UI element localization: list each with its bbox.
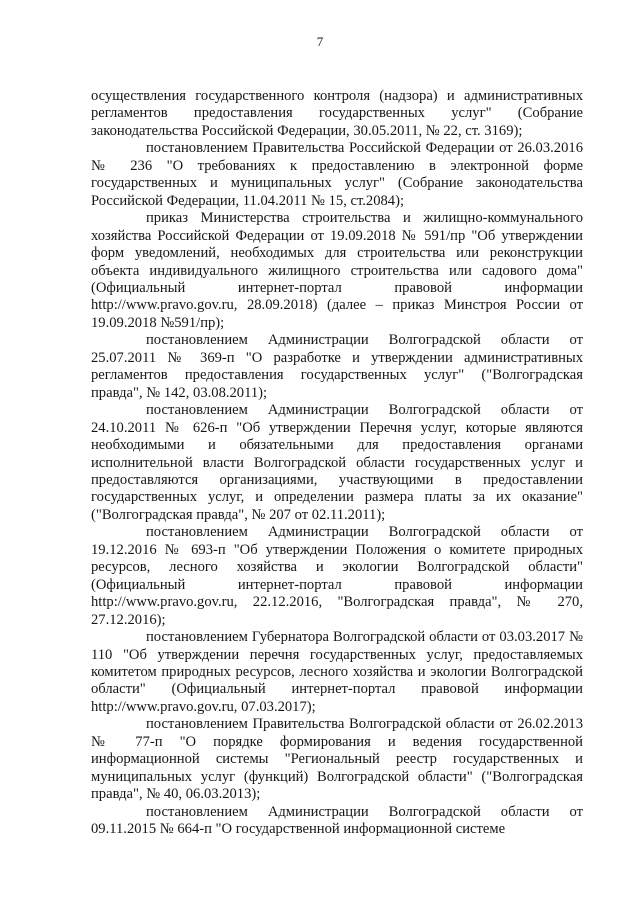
paragraph: постановлением Администрации Волгоградской области от 25.07.2011 № 369-п "О разработке и утверждении административных регламентов предоставления государственных услуг" ("Волгоградская правда", № 142, 03.08.2011); xyxy=(91,332,583,401)
document-body xyxy=(91,88,583,838)
paragraph: постановлением Правительства Волгоградской области от 26.02.2013 № 77-п "О порядке формирования и ведения государственной информационной системы "Региональный реестр государственных и муниципальных услуг (функций) Волгоградской области" ("Волгоградская правда", № 40, 06.03.2013); xyxy=(91,716,583,803)
paragraph: постановлением Правительства Российской Федерации от 26.03.2016 № 236 "О требованиях к предоставлению в электронной форме государственных и муниципальных услуг" (Собрание законодательства Российской Федерации, 11.04.2011 № 15, ст.2084); xyxy=(91,140,583,209)
paragraph: постановлением Администрации Волгоградской области от 19.12.2016 № 693-п "Об утверждении Положения о комитете природных ресурсов, лесного хозяйства и экологии Волгоградской области" (Официальный интернет-портал правовой информации http://www.pravo.gov.ru, 22.12.2016, "Волгоградская правда", № 270, 27.12.2016); xyxy=(91,524,583,628)
paragraph: постановлением Администрации Волгоградской области от 09.11.2015 № 664-п "О государственной информационной системе xyxy=(91,803,583,838)
page-number: 7 xyxy=(316,34,324,49)
paragraph: осуществления государственного контроля (надзора) и административных регламентов предоставления государственных услуг" (Собрание законодательства Российской Федерации, 30.05.2011, № 22, ст. 3169); xyxy=(91,88,583,139)
paragraph: приказ Министерства строительства и жилищно-коммунального хозяйства Российской Федерации от 19.09.2018 № 591/пр "Об утверждении форм уведомлений, необходимых для строительства или реконструкции объекта индивидуального жилищного строительства или садового дома" (Официальный интернет-портал правовой информации http://www.pravo.gov.ru, 28.09.2018) (далее – приказ Минстроя России от 19.09.2018 №591/пр); xyxy=(91,210,583,331)
paragraph: постановлением Губернатора Волгоградской области от 03.03.2017 № 110 "Об утверждении перечня государственных услуг, предоставляемых комитетом природных ресурсов, лесного хозяйства и экологии Волгоградской области" (Официальный интернет-портал правовой информации http://www.pravo.gov.ru, 07.03.2017); xyxy=(91,629,583,715)
paragraph: постановлением Администрации Волгоградской области от 24.10.2011 № 626-п "Об утверждении Перечня услуг, которые являются необходимыми и обязательными для предоставления органами исполнительной власти Волгоградской области государственных услуг и предоставляются организациями, участвующими в предоставлении государственных услуг, и определении размера платы за их оказание" ("Волгоградская правда", № 207 от 02.11.2011); xyxy=(91,402,583,523)
